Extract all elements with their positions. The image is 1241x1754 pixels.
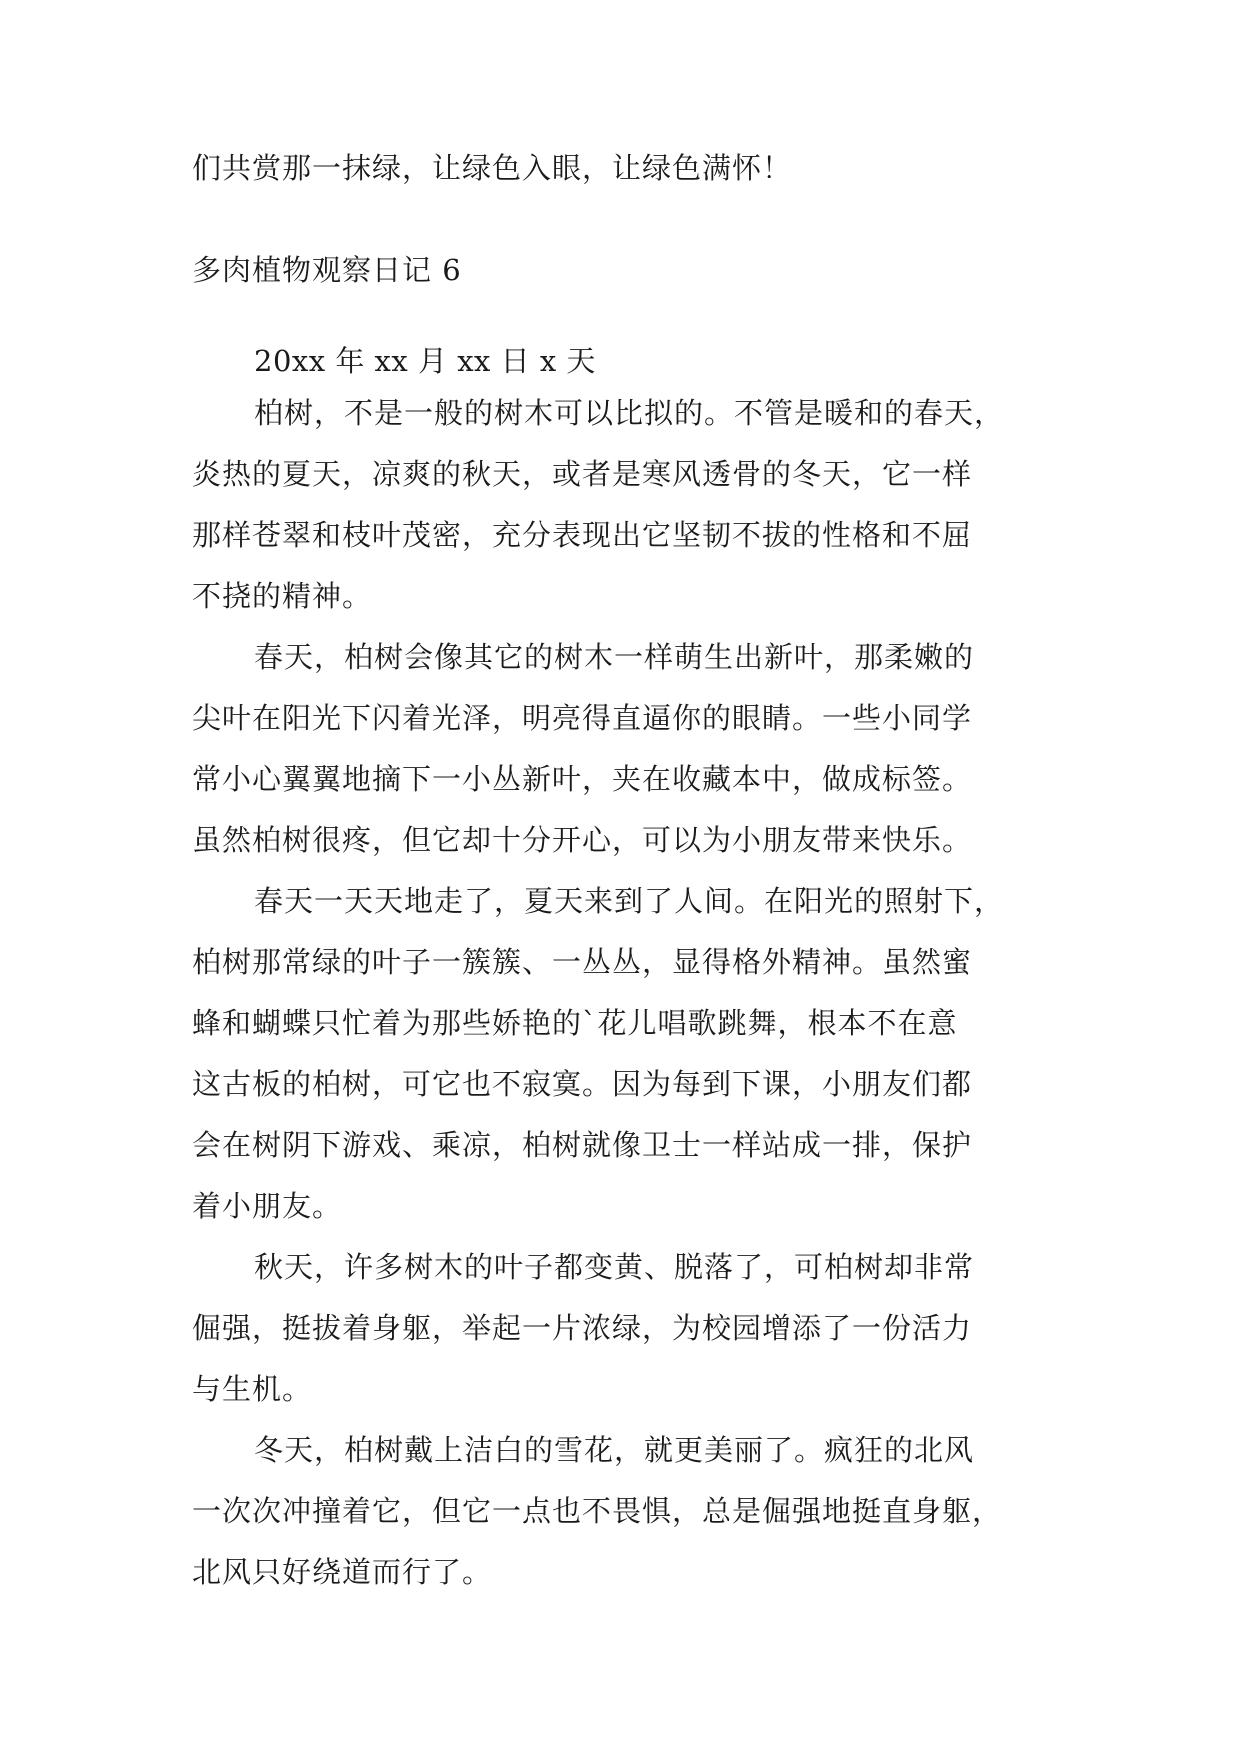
text-line: 冬天，柏树戴上洁白的雪花，就更美丽了。疯狂的北风 xyxy=(254,1433,975,1467)
text-line: 秋天，许多树木的叶子都变黄、脱落了，可柏树却非常 xyxy=(254,1250,975,1284)
top-paragraph xyxy=(192,138,1052,199)
text-line: 柏树，不是一般的树木可以比拟的。不管是暖和的春天， xyxy=(254,396,1005,430)
text-line: 常小心翼翼地摘下一小丛新叶，夹在收藏本中，做成标签。 xyxy=(192,762,973,796)
text-line: 们共赏那一抹绿，让绿色入眼，让绿色满怀！ xyxy=(192,151,793,185)
text-line: 不挠的精神。 xyxy=(192,579,373,613)
text-line: 虽然柏树很疼，但它却十分开心，可以为小朋友带来快乐。 xyxy=(192,823,973,857)
text-line: 与生机。 xyxy=(192,1372,313,1406)
text-line: 着小朋友。 xyxy=(192,1189,343,1223)
text-line: 倔强，挺拔着身躯，举起一片浓绿，为校园增添了一份活力 xyxy=(192,1311,973,1345)
entry-date: 20xx 年 xx 月 xx 日 x 天 xyxy=(254,344,596,378)
text-line: 尖叶在阳光下闪着光泽，明亮得直逼你的眼睛。一些小同学 xyxy=(192,701,973,735)
text-line: 那样苍翠和枝叶茂密，充分表现出它坚韧不拔的性格和不屈 xyxy=(192,518,973,552)
text-line: 会在树阴下游戏、乘凉，柏树就像卫士一样站成一排，保护 xyxy=(192,1128,973,1162)
page-title: 多肉植物观察日记 6 xyxy=(192,253,462,287)
text-line: 一次次冲撞着它，但它一点也不畏惧，总是倔强地挺直身躯， xyxy=(192,1494,1003,1528)
text-line: 春天，柏树会像其它的树木一样萌生出新叶，那柔嫩的 xyxy=(254,640,975,674)
text-line: 春天一天天地走了，夏天来到了人间。在阳光的照射下， xyxy=(254,884,1005,918)
text-line: 这古板的柏树，可它也不寂寞。因为每到下课，小朋友们都 xyxy=(192,1067,973,1101)
text-line: 北风只好绕道而行了。 xyxy=(192,1555,493,1589)
text-line: 柏树那常绿的叶子一簇簇、一丛丛，显得格外精神。虽然蜜 xyxy=(192,945,973,979)
text-line: 炎热的夏天，凉爽的秋天，或者是寒风透骨的冬天，它一样 xyxy=(192,457,973,491)
text-line: 蜂和蝴蝶只忙着为那些娇艳的`花儿唱歌跳舞，根本不在意 xyxy=(192,1006,958,1040)
body-text xyxy=(192,383,1052,1603)
